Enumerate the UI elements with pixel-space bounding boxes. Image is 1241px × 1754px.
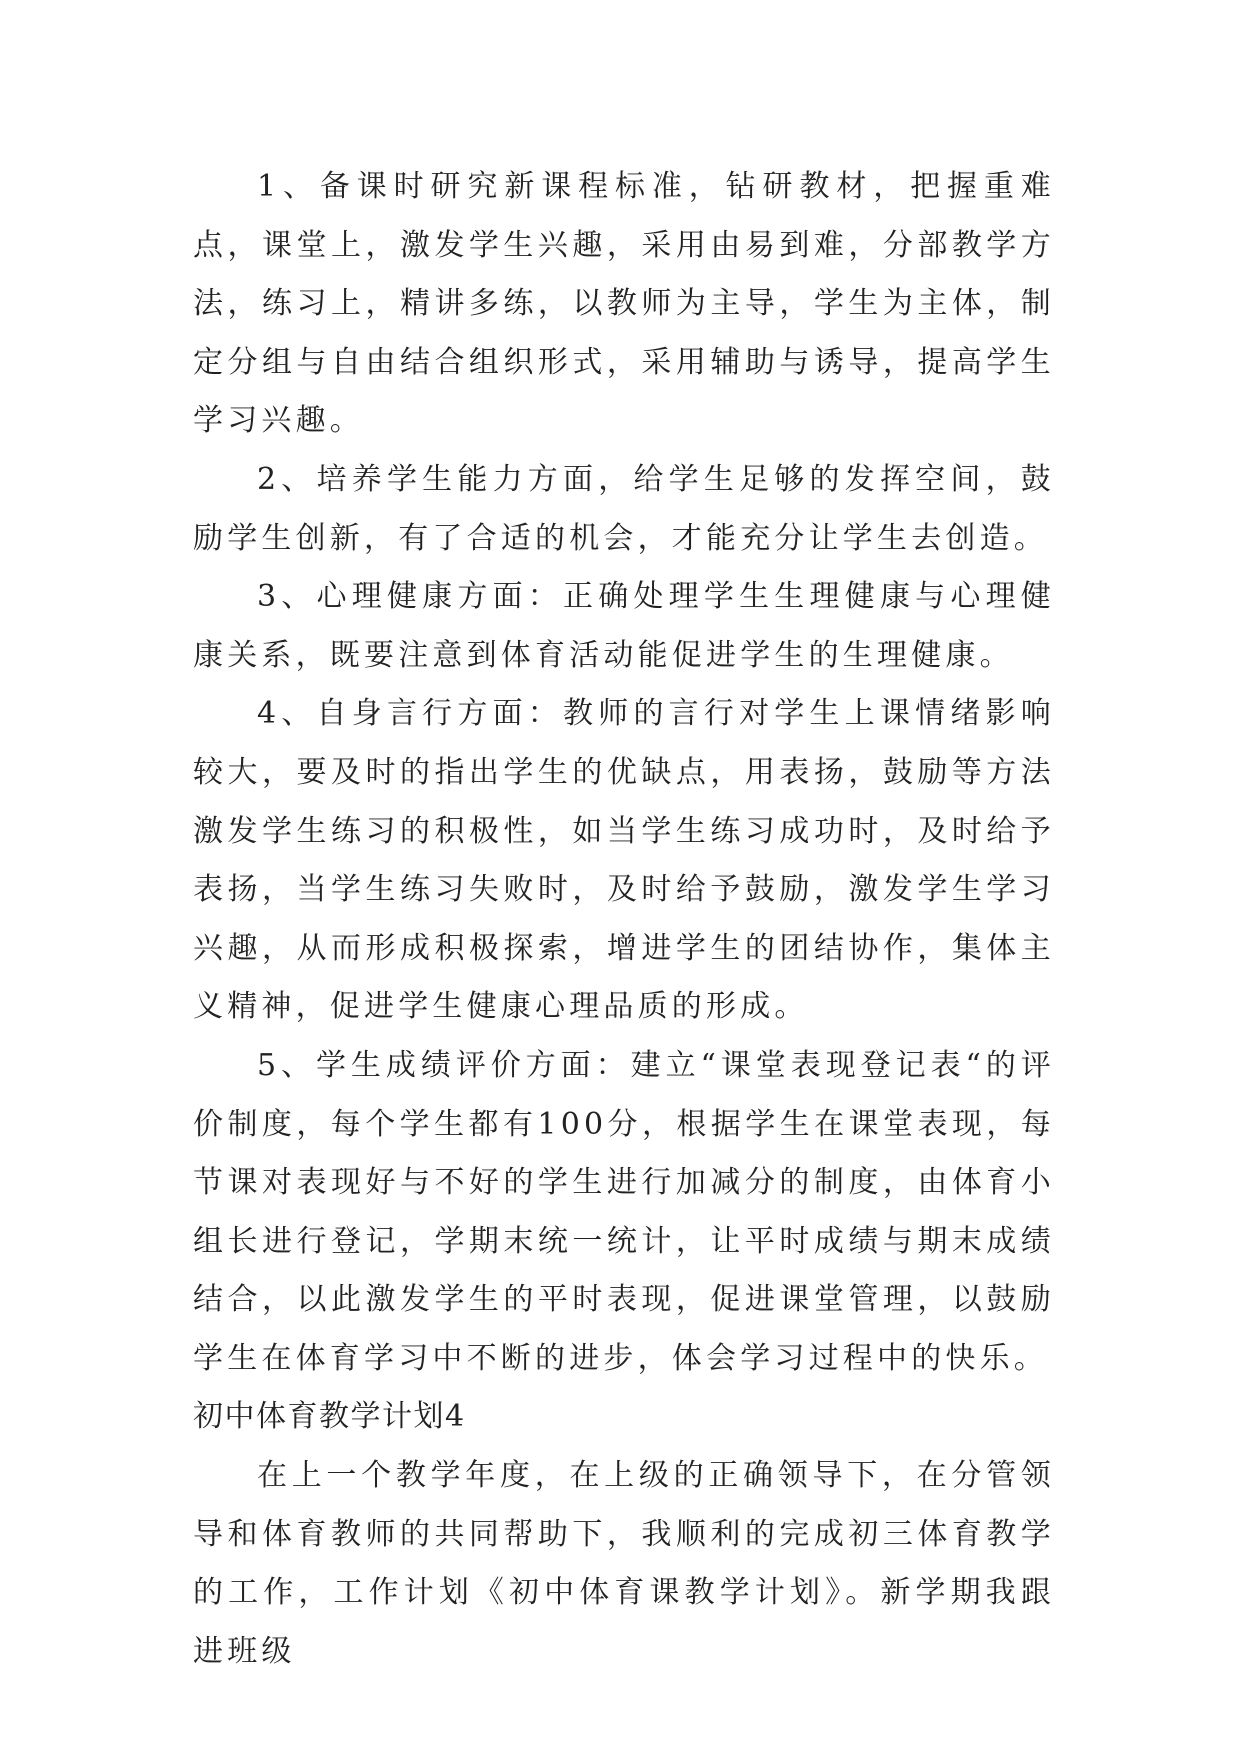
paragraph-3: 3、心理健康方面：正确处理学生生理健康与心理健康关系，既要注意到体育活动能促进学生的生理健康。 xyxy=(193,579,1055,673)
closing-paragraph: 在上一个教学年度，在上级的正确领导下，在分管领导和体育教师的共同帮助下，我顺利的完成初三体育教学的工作，工作计划《初中体育课教学计划》。新学期我跟进班级 xyxy=(193,1458,1055,1669)
paragraph-4: 4、自身言行方面：教师的言行对学生上课情绪影响较大，要及时的指出学生的优缺点，用表扬，鼓励等方法激发学生练习的积极性，如当学生练习成功时，及时给予表扬，当学生练习失败时，及时给予鼓励，激发学生学习兴趣，从而形成积极探索，增进学生的团结协作，集体主义精神，促进学生健康心理品质的形成。 xyxy=(193,696,1055,1025)
paragraph-2: 2、培养学生能力方面，给学生足够的发挥空间，鼓励学生创新，有了合适的机会，才能充分让学生去创造。 xyxy=(193,461,1055,556)
paragraph-5: 5、学生成绩评价方面：建立“课堂表现登记表“的评价制度，每个学生都有100分，根据学生在课堂表现，每节课对表现好与不好的学生进行加减分的制度，由体育小组长进行登记，学期末统一统计，让平时成绩与期末成绩结合，以此激发学生的平时表现，促进课堂管理，以鼓励学生在体育学习中不断的进步，体会学习过程中的快乐。 xyxy=(193,1047,1055,1376)
section-heading: 初中体育教学计划4 xyxy=(193,1399,466,1435)
paragraph-1: 1、备课时研究新课程标准，钻研教材，把握重难点，课堂上，激发学生兴趣，采用由易到难，分部教学方法，练习上，精讲多练，以教师为主导，学生为主体，制定分组与自由结合组织形式，采用辅助与诱导，提高学生学习兴趣。 xyxy=(193,169,1055,439)
document-body xyxy=(193,158,1055,1681)
